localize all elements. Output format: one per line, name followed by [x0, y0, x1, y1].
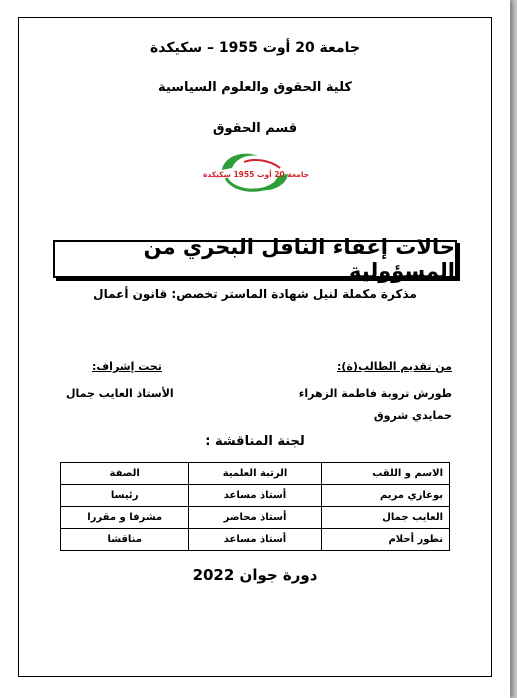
- committee-table: [60, 462, 450, 551]
- member-role: رئيسا: [61, 485, 189, 507]
- university-name: جامعة 20 أوت 1955 – سكيكدة: [150, 40, 360, 56]
- member-name: نطور أحلام: [321, 529, 449, 551]
- student-name-1: طورش تروبة فاطمة الزهراء: [298, 387, 452, 400]
- table-row: [61, 507, 450, 529]
- students-label: من تقديم الطالب(ة):: [337, 360, 452, 373]
- member-name: العايب جمال: [321, 507, 449, 529]
- member-rank: أستاذ مساعد: [189, 485, 321, 507]
- supervisor-name: الأستاذ العايب جمال: [66, 387, 174, 400]
- table-row: [61, 485, 450, 507]
- member-rank: أستاذ مساعد: [189, 529, 321, 551]
- faculty-name: كلية الحقوق والعلوم السياسية: [158, 80, 352, 95]
- member-name: بوغازي مريم: [321, 485, 449, 507]
- session-label: دورة جوان 2022: [192, 566, 318, 584]
- member-role: مناقشا: [61, 529, 189, 551]
- table-row: [61, 529, 450, 551]
- department-name: قسم الحقوق: [212, 121, 298, 136]
- header-role: الصفة: [61, 463, 189, 485]
- committee-heading: لجنة المناقشة :: [205, 434, 305, 449]
- student-name-2: حمايدي شروق: [373, 409, 452, 422]
- header-name: الاسم و اللقب: [321, 463, 449, 485]
- thesis-subtitle: مذكرة مكملة لنيل شهادة الماستر تخصص: قانون أعمال: [93, 287, 417, 301]
- member-role: مشرفا و مقررا: [61, 507, 189, 529]
- table-header-row: [61, 463, 450, 485]
- header-rank: الرتبة العلمية: [189, 463, 321, 485]
- member-rank: أستاذ محاضر: [189, 507, 321, 529]
- thesis-title: حالات إعفاء الناقل البحري من المسؤولية: [53, 240, 457, 278]
- logo-text: جامعة 20 أوت 1955 سكيكدة: [202, 170, 310, 179]
- university-logo: [202, 148, 310, 196]
- supervisor-label: تحت إشراف:: [92, 360, 162, 373]
